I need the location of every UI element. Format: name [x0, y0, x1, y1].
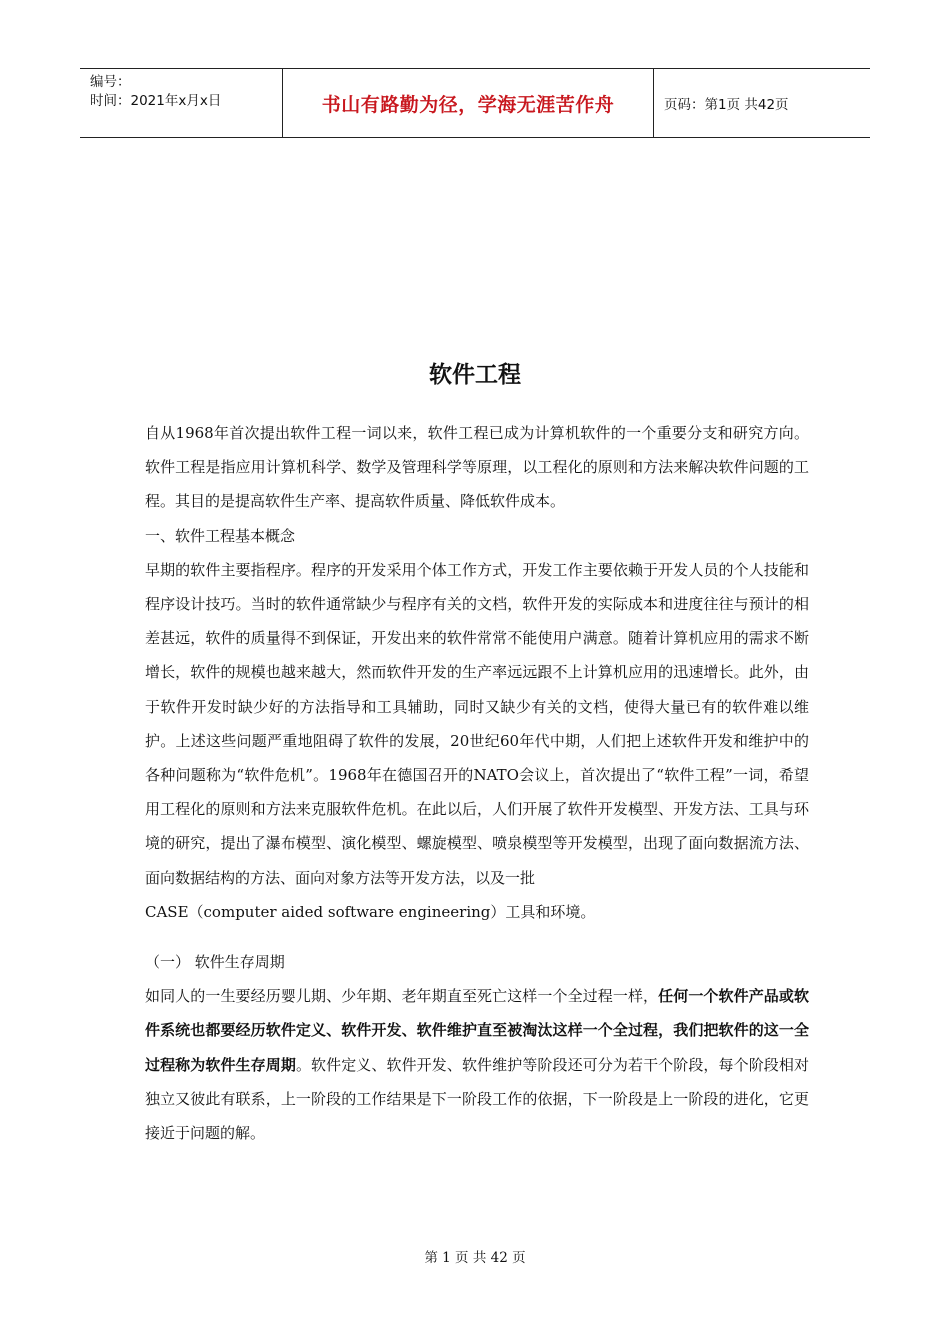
- document-body: [145, 416, 809, 1150]
- case-line: CASE（computer aided software engineering）工具和环境。: [145, 902, 596, 921]
- intro-paragraph: 自从1968年首次提出软件工程一词以来，软件工程已成为计算机软件的一个重要分支和研究方向。软件工程是指应用计算机科学、数学及管理科学等原理，以工程化的原则和方法来解决软件问题的工程。其目的是提高软件生产率、提高软件质量、降低软件成本。: [145, 424, 809, 511]
- paragraph-gap: [145, 929, 809, 945]
- page-header: [80, 68, 870, 138]
- page-footer: 第 1 页 共 42 页: [424, 1250, 526, 1266]
- section-paragraph: 早期的软件主要指程序。程序的开发采用个体工作方式，开发工作主要依赖于开发人员的个人技能和程序设计技巧。当时的软件通常缺少与程序有关的文档，软件开发的实际成本和进度往往与预计的相差甚远，软件的质量得不到保证，开发出来的软件常常不能使用户满意。随着计算机应用的需求不断增长，软件的规模也越来越大，然而软件开发的生产率远远跟不上计算机应用的迅速增长。此外，由于软件开发时缺少好的方法指导和工具辅助，同时又缺少有关的文档，使得大量已有的软件难以维护。上述这些问题严重地阻碍了软件的发展，20世纪60年代中期，人们把上述软件开发和维护中的各种问题称为“软件危机”。1968年在德国召开的NATO会议上，首次提出了“软件工程”一词，希望用工程化的原则和方法来克服软件危机。在此以后，人们开展了软件开发模型、开发方法、工具与环境的研究，提出了瀑布模型、演化模型、螺旋模型、喷泉模型等开发模型，出现了面向数据流方法、面向数据结构的方法、面向对象方法等开发方法，以及一批: [145, 560, 809, 887]
- number-label: 编号：: [90, 74, 131, 90]
- lifecycle-lead: 如同人的一生要经历婴儿期、少年期、老年期直至死亡这样一个全过程一样，: [145, 987, 659, 1006]
- lifecycle-definition: 任何一个软件产品或软件系统也都要经历软件定义、软件开发、软件维护直至被淘汰这样一个全过程，我们把软件的这一全过程称为软件生存周期: [145, 987, 809, 1074]
- header-page-info: 页码：第1页 共42页: [664, 97, 789, 113]
- header-motto: 书山有路勤为径，学海无涯苦作舟: [282, 69, 654, 137]
- document-title: 软件工程: [429, 362, 521, 388]
- lifecycle-paragraph: [145, 979, 809, 1150]
- section-heading: 一、软件工程基本概念: [145, 526, 296, 545]
- subsection-heading: （一） 软件生存周期: [145, 953, 285, 972]
- lifecycle-tail: 。软件定义、软件开发、软件维护等阶段还可分为若干个阶段，每个阶段相对独立又彼此有联系，上一阶段的工作结果是下一阶段工作的依据，下一阶段是上一阶段的进化，它更接近于问题的解。: [145, 1055, 809, 1143]
- date-label: 时间：2021年x月x日: [90, 93, 222, 109]
- header-meta: [80, 69, 282, 137]
